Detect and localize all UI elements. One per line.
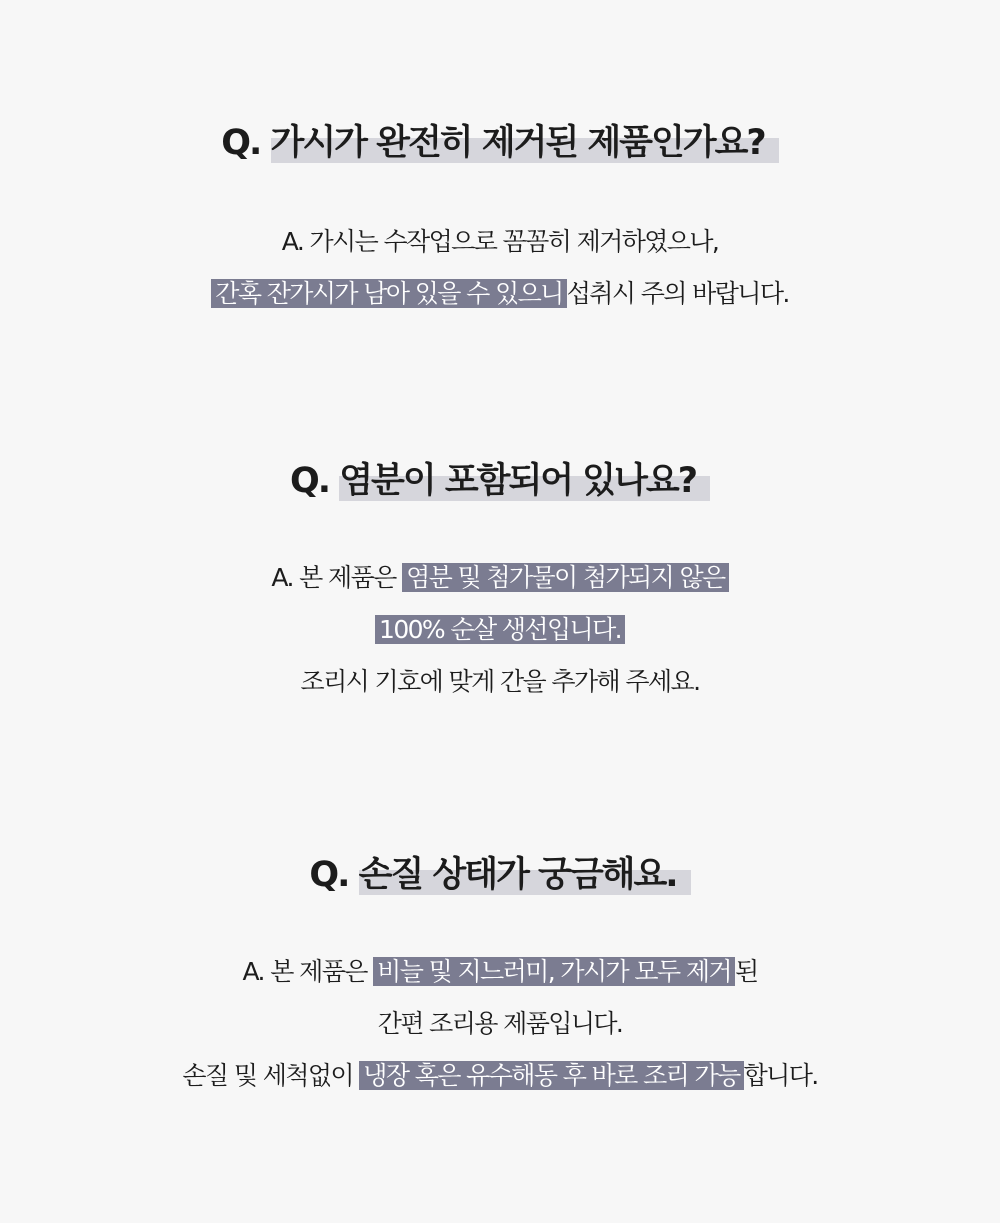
answer-text: A. 본 제품은 xyxy=(271,563,396,592)
answer-line xyxy=(0,552,1000,604)
answer-highlight: 간혹 잔가시가 남아 있을 수 있으니 xyxy=(211,279,566,308)
answer-text: 간편 조리용 제품입니다. xyxy=(377,1009,623,1038)
answer-text: A. 가시는 수작업으로 꼼꼼히 제거하였으나, xyxy=(281,227,719,256)
answer-block xyxy=(0,946,1000,1102)
answer-text: 된 xyxy=(734,957,758,986)
question-heading xyxy=(0,456,1000,506)
question-heading xyxy=(0,118,1000,168)
answer-text: 섭취시 주의 바랍니다. xyxy=(566,279,789,308)
answer-text: 조리시 기호에 맞게 간을 추가해 주세요. xyxy=(300,667,700,696)
answer-highlight: 비늘 및 지느러미, 가시가 모두 제거 xyxy=(373,957,735,986)
answer-line xyxy=(0,998,1000,1050)
answer-block xyxy=(0,552,1000,708)
answer-highlight: 100% 순살 생선입니다. xyxy=(375,615,625,644)
question-prefix: Q. xyxy=(289,461,330,501)
question-prefix: Q. xyxy=(309,855,349,895)
answer-text: 합니다. xyxy=(743,1061,818,1090)
answer-line xyxy=(0,946,1000,998)
faq-item-sodium xyxy=(0,456,1000,708)
answer-text: 손질 및 세척없이 xyxy=(182,1061,353,1090)
answer-line xyxy=(0,216,1000,268)
faq-item-preparation xyxy=(0,850,1000,1102)
answer-highlight: 염분 및 첨가물이 첨가되지 않은 xyxy=(402,563,729,592)
answer-line xyxy=(0,604,1000,656)
answer-block xyxy=(0,216,1000,320)
question-text: 가시가 완전히 제거된 제품인가요? xyxy=(271,123,779,163)
answer-line xyxy=(0,1050,1000,1102)
answer-text: A. 본 제품은 xyxy=(242,957,367,986)
question-text: 염분이 포함되어 있나요? xyxy=(339,461,710,501)
question-heading xyxy=(0,850,1000,900)
question-prefix: Q. xyxy=(221,123,261,163)
faq-item-thorns xyxy=(0,118,1000,320)
answer-line xyxy=(0,656,1000,708)
answer-highlight: 냉장 혹은 유수해동 후 바로 조리 가능 xyxy=(359,1061,743,1090)
answer-line xyxy=(0,268,1000,320)
question-text: 손질 상태가 궁금해요. xyxy=(359,855,691,895)
